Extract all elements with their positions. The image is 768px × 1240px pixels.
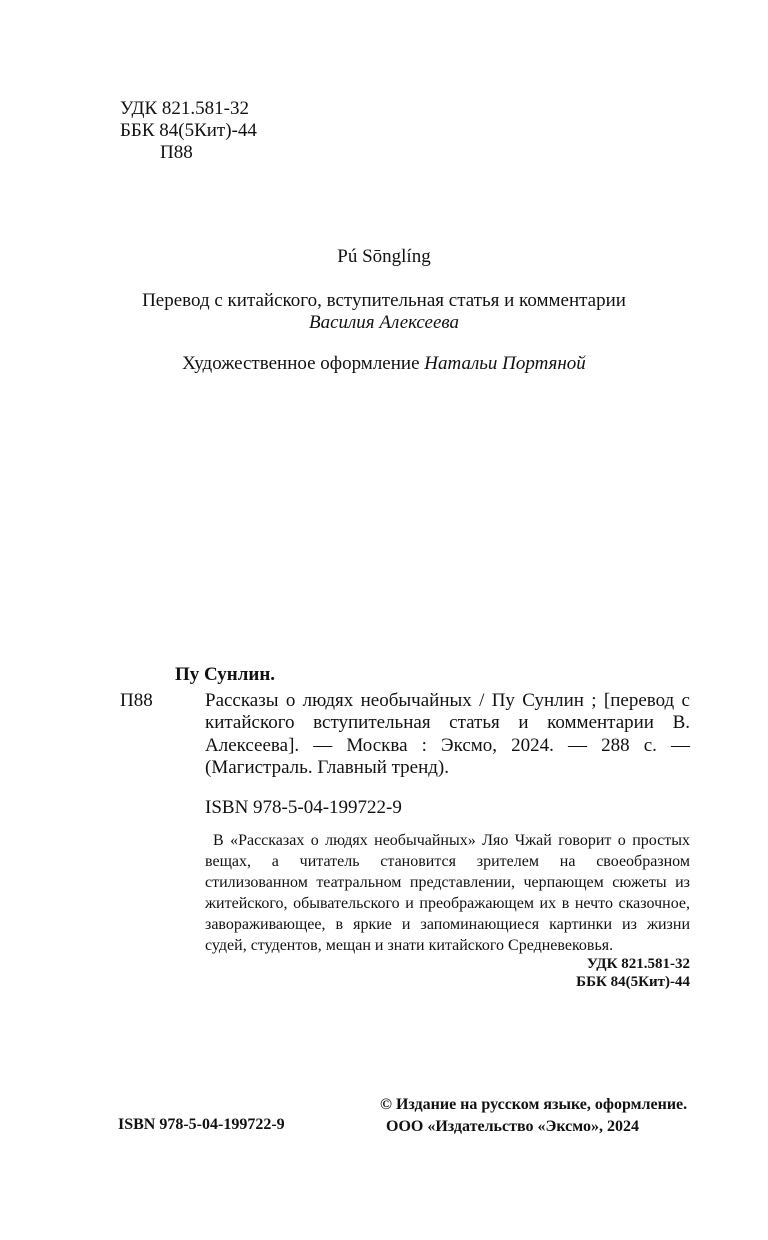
design-credit — [0, 353, 768, 375]
copyright-line-1: © Издание на русском языке, оформление. — [380, 1096, 688, 1113]
translation-line: Перевод с китайского, вступительная статья и комментарии — [142, 290, 626, 311]
translator-name: Василия Алексеева — [308, 312, 460, 333]
catalog-bbk: ББК 84(5Кит)-44 — [576, 974, 690, 990]
translation-credit — [0, 290, 768, 334]
catalog-code: П88 — [120, 690, 153, 711]
author-code: П88 — [160, 142, 193, 163]
catalog-classification — [520, 955, 690, 991]
latin-author-name: Pú Sōnglíng — [337, 246, 431, 267]
copyright-block — [380, 1094, 687, 1138]
footer-isbn: ISBN 978-5-04-199722-9 — [118, 1116, 285, 1133]
catalog-isbn: ISBN 978-5-04-199722-9 — [205, 797, 402, 818]
catalog-udk: УДК 821.581-32 — [586, 956, 690, 972]
catalog-author: Пу Сунлин. — [175, 664, 276, 685]
designer-name: Натальи Портяной — [424, 353, 586, 374]
design-label: Художественное оформление — [182, 353, 420, 374]
copyright-line-2: ООО «Издательство «Эксмо», 2024 — [386, 1118, 639, 1135]
udk-code: УДК 821.581-32 — [120, 98, 249, 119]
classification-block — [120, 98, 257, 164]
annotation — [205, 830, 690, 956]
annotation-text: В «Рассказах о людях необычайных» Ляо Чжай говорит о простых вещах, а читатель становится зрителем на своеобразном стилизованном театральном представлении, черпающем сюжеты из житейского, обывательского и преображающем их в нечто сказочное, завораживающее, в яркие и запоминающиеся картинки из жизни судей, студентов, мещан и знати китайского Средневековья. — [205, 832, 690, 954]
catalog-description: Рассказы о людях необычайных / Пу Сунлин ; [перевод с китайского вступительная статья и комментарии В. Алексеева]. — Москва : Эксмо, 2024. — 288 с. — (Магистраль. Главный тренд). — [205, 690, 690, 779]
bbk-code: ББК 84(5Кит)-44 — [120, 120, 257, 141]
